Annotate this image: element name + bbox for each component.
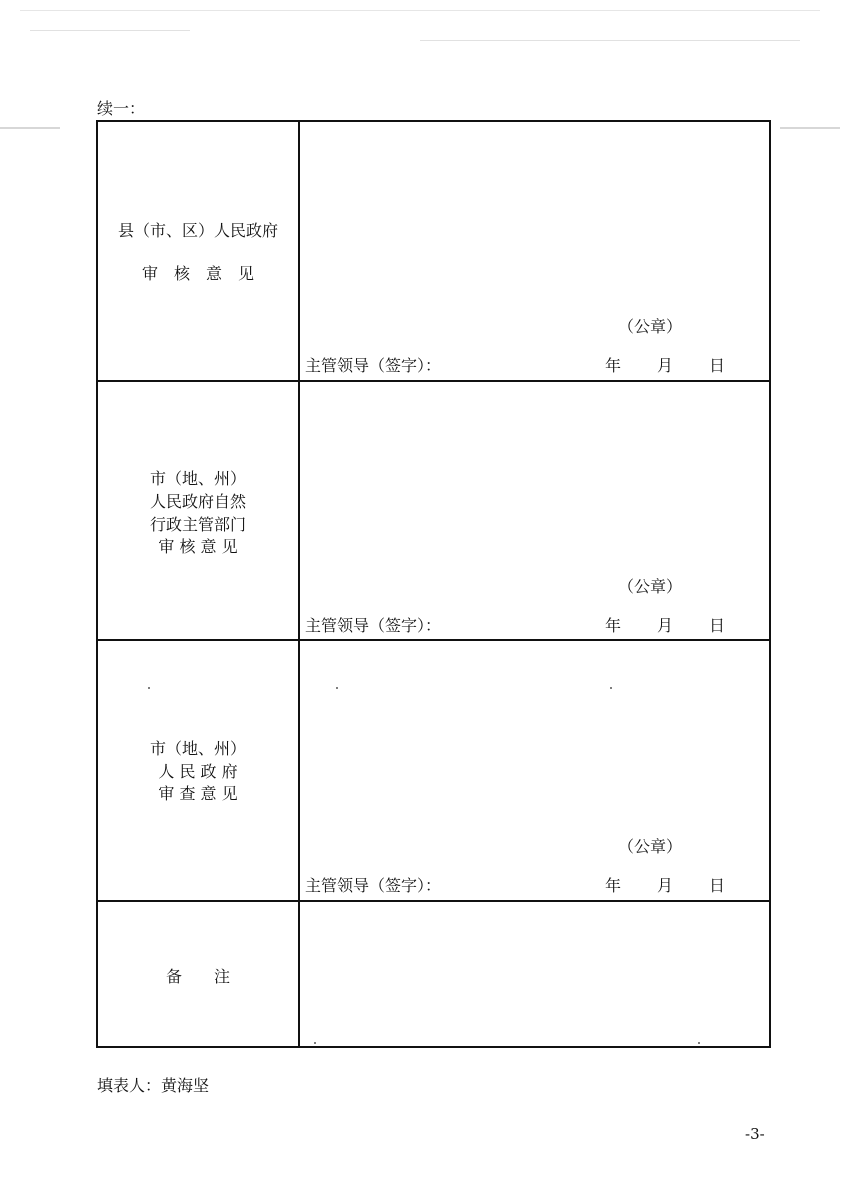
label-line: 人民政府自然 [149, 492, 246, 511]
county-review-label [98, 122, 300, 380]
scan-speck [610, 687, 612, 689]
scan-speck [148, 687, 150, 689]
city-natural-resources-review-label [98, 382, 300, 639]
label-line: 审 查 意 见 [158, 784, 238, 803]
city-government-review-row [98, 641, 769, 902]
leader-signature-label: 主管领导（签字）： [305, 876, 442, 895]
label-line: 审 核 意 见 [141, 264, 254, 283]
leader-signature-label: 主管领导（签字）： [305, 356, 442, 375]
official-seal-label: （公章） [618, 837, 683, 856]
form-filler: 填表人：黄海坚 [97, 1076, 210, 1095]
label-line: 行政主管部门 [149, 515, 246, 534]
date-day: 日 [709, 876, 726, 895]
scan-speck [314, 1042, 316, 1044]
county-review-content[interactable] [300, 122, 769, 380]
leader-signature-label: 主管领导（签字）： [305, 616, 442, 635]
scan-noise-top [20, 10, 820, 11]
date-day: 日 [709, 616, 726, 635]
label-line: 市（地、州） [149, 469, 246, 488]
remarks-row [98, 902, 769, 1046]
city-natural-resources-review-row [98, 382, 769, 641]
county-review-row [98, 122, 769, 382]
remarks-label [98, 902, 300, 1046]
label-line: 市（地、州） [149, 739, 246, 758]
date-month: 月 [657, 616, 674, 635]
approval-form-table [96, 120, 771, 1048]
date-month: 月 [657, 356, 674, 375]
date-year: 年 [605, 876, 622, 895]
city-government-review-label [98, 641, 300, 900]
official-seal-label: （公章） [618, 317, 683, 336]
remarks-content[interactable] [300, 902, 769, 1046]
scan-speck [698, 1042, 700, 1044]
official-seal-label: （公章） [618, 577, 683, 596]
scan-noise-top [30, 30, 190, 31]
city-natural-resources-review-content[interactable] [300, 382, 769, 639]
label-line: 人 民 政 府 [158, 762, 238, 781]
date-year: 年 [605, 356, 622, 375]
city-government-review-content[interactable] [300, 641, 769, 900]
scan-noise-left [0, 127, 60, 129]
label-line: 县（市、区）人民政府 [117, 221, 278, 240]
page-header: 续一： [97, 99, 146, 118]
scan-noise-right [780, 127, 840, 129]
date-month: 月 [657, 876, 674, 895]
scan-speck [336, 687, 338, 689]
date-year: 年 [605, 616, 622, 635]
label-line: 备 注 [165, 967, 230, 986]
date-day: 日 [709, 356, 726, 375]
scan-noise-top [420, 40, 800, 41]
label-line: 审 核 意 见 [158, 537, 238, 556]
page-number: -3- [745, 1125, 765, 1143]
